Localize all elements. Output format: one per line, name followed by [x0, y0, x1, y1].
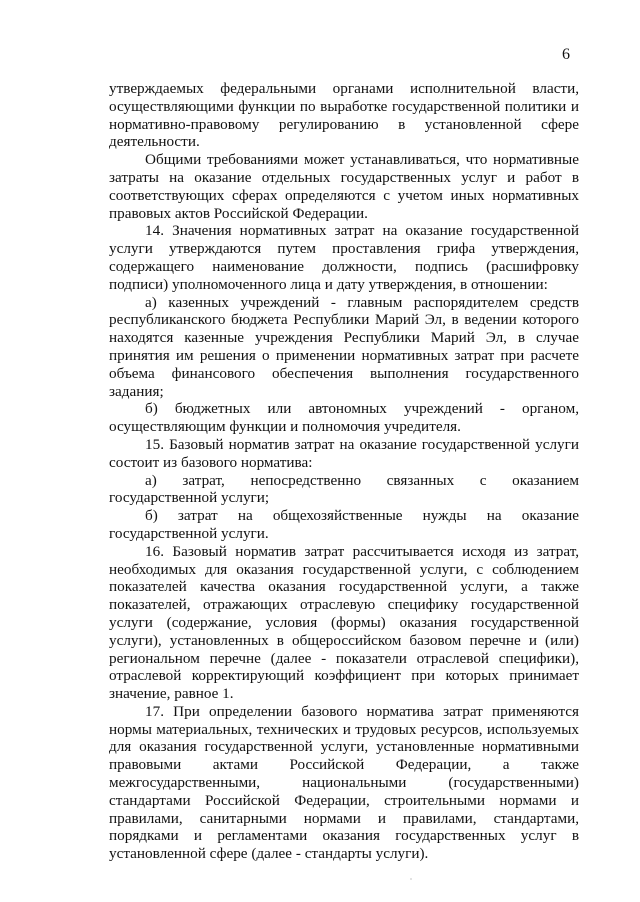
paragraph-14-a: а) казенных учреждений - главным распорядителем средств республиканского бюджета Республики Марий Эл, в ведении которого находятся казенные учреждения Республики Марий Эл, в случае принятия им решения о применении нормативных затрат при расчете объема финансового обеспечения выполнения государственного задания; [109, 293, 579, 400]
scan-speck [410, 878, 412, 880]
paragraph-15: 15. Базовый норматив затрат на оказание государственной услуги состоит из базового норматива: [109, 435, 579, 471]
paragraph-15-a: а) затрат, непосредственно связанных с оказанием государственной услуги; [109, 471, 579, 507]
paragraph-continuation: утверждаемых федеральными органами исполнительной власти, осуществляющими функции по выработке государственной политики и нормативно-правовому регулированию в установленной сфере деятельности. [109, 80, 579, 151]
paragraph-15-b: б) затрат на общехозяйственные нужды на оказание государственной услуги. [109, 507, 579, 542]
paragraph-16: 16. Базовый норматив затрат рассчитывается исходя из затрат, необходимых для оказания государственной услуги, с соблюдением показателей качества оказания государственной услуги, а также показателей, отражающих отраслевую специфику государственной услуги (содержание, условия (формы) оказания государственной услуги), установленных в общероссийском базовом перечне и (или) региональном перечне (далее - показатели отраслевой специфики), отраслевой корректирующий коэффициент при которых принимает значение, равное 1. [109, 542, 579, 703]
paragraph-14: 14. Значения нормативных затрат на оказание государственной услуги утверждаются путем проставления грифа утверждения, содержащего наименование должности, подпись (расшифровку подписи) уполномоченного лица и дату утверждения, в отношении: [109, 222, 579, 293]
paragraph-general-requirements: Общими требованиями может устанавливаться, что нормативные затраты на оказание отдельных государственных услуг и работ в соответствующих сферах определяются с учетом иных нормативных правовых актов Российской Федерации. [109, 151, 579, 222]
page-number: 6 [562, 46, 570, 63]
paragraph-17: 17. При определении базового норматива затрат применяются нормы материальных, технических и трудовых ресурсов, используемых для оказания государственной услуги, установленные нормативными правовыми актами Российской Федерации, а также межгосударственными, национальными (государственными) стандартами Российской Федерации, строительными нормами и правилами, санитарными нормами и правилами, стандартами, порядками и регламентами оказания государственных услуг в установленной сфере (далее - стандарты услуги). [109, 702, 579, 863]
document-body [109, 80, 579, 863]
paragraph-14-b: б) бюджетных или автономных учреждений - органом, осуществляющим функции и полномочия учредителя. [109, 400, 579, 436]
